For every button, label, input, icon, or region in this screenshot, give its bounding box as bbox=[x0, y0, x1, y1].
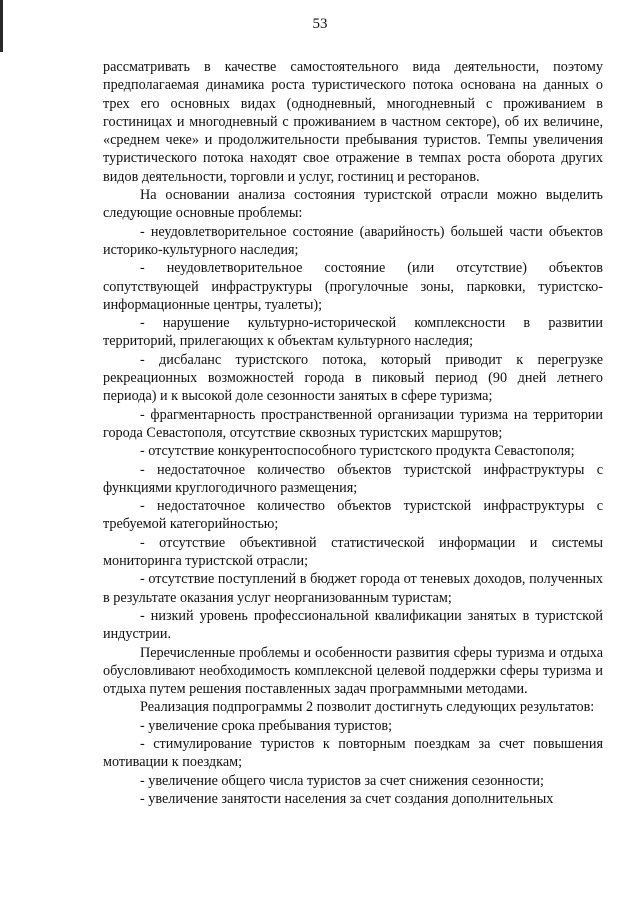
list-item: - отсутствие объективной статистической информации и системы мониторинга туристской отрасли; bbox=[103, 534, 603, 570]
document-body bbox=[103, 58, 603, 808]
list-item: - неудовлетворительное состояние (или отсутствие) объектов сопутствующей инфраструктуры (прогулочные зоны, парковки, туристско-информационные центры, туалеты); bbox=[103, 260, 603, 313]
list-item: - недостаточное количество объектов туристской инфраструктуры с функциями круглогодичного размещения; bbox=[103, 461, 603, 496]
page-number: 53 bbox=[312, 16, 328, 32]
list-item: - неудовлетворительное состояние (аварийность) большей части объектов историко-культурного наследия; bbox=[103, 223, 603, 258]
list-item: - увеличение срока пребывания туристов; bbox=[140, 717, 393, 734]
list-item: - увеличение занятости населения за счет создания дополнительных bbox=[140, 790, 554, 807]
paragraph: Реализация подпрограммы 2 позволит достигнуть следующих результатов: bbox=[140, 699, 595, 716]
list-item: - отсутствие конкурентоспособного туристского продукта Севастополя; bbox=[140, 443, 575, 460]
paragraph: На основании анализа состояния туристской отрасли можно выделить следующие основные проблемы: bbox=[103, 187, 603, 222]
list-item: - отсутствие поступлений в бюджет города от теневых доходов, полученных в результате оказания услуг неорганизованным туристам; bbox=[103, 571, 603, 606]
list-item: - недостаточное количество объектов туристской инфраструктуры с требуемой категорийностью; bbox=[103, 498, 603, 533]
list-item: - нарушение культурно-исторической комплексности в развитии территорий, прилегающих к объектам культурного наследия; bbox=[103, 315, 603, 350]
list-item: - дисбаланс туристского потока, который приводит к перегрузке рекреационных возможностей города в пиковый период (90 дней летнего периода) и к высокой доле сезонности занятых в сфере туризма; bbox=[103, 351, 603, 405]
list-item: - фрагментарность пространственной организации туризма на территории города Севастополя, отсутствие сквозных туристских маршрутов; bbox=[103, 406, 603, 441]
paragraph: Перечисленные проблемы и особенности развития сферы туризма и отдыха обусловливают необходимость комплексной целевой поддержки сферы туризма и отдыха путем решения поставленных задач программными методами. bbox=[103, 644, 603, 698]
list-item: - увеличение общего числа туристов за счет снижения сезонности; bbox=[140, 772, 544, 789]
list-item: - низкий уровень профессиональной квалификации занятых в туристской индустрии. bbox=[103, 607, 603, 643]
paragraph: рассматривать в качестве самостоятельного вида деятельности, поэтому предполагаемая динамика роста туристического потока основана на данных о трех его основных видах (однодневный, многодневный с проживанием в гостиницах и многодневный с проживанием в частном секторе), об их величине, «среднем чеке» и продолжительности пребывания туристов. Темпы увеличения туристического потока находят свое отражение в темпах роста оборота других видов деятельности, торговли и услуг, гостиниц и ресторанов. bbox=[103, 59, 603, 185]
list-item: - стимулирование туристов к повторным поездкам за счет повышения мотивации к поездкам; bbox=[103, 735, 603, 771]
